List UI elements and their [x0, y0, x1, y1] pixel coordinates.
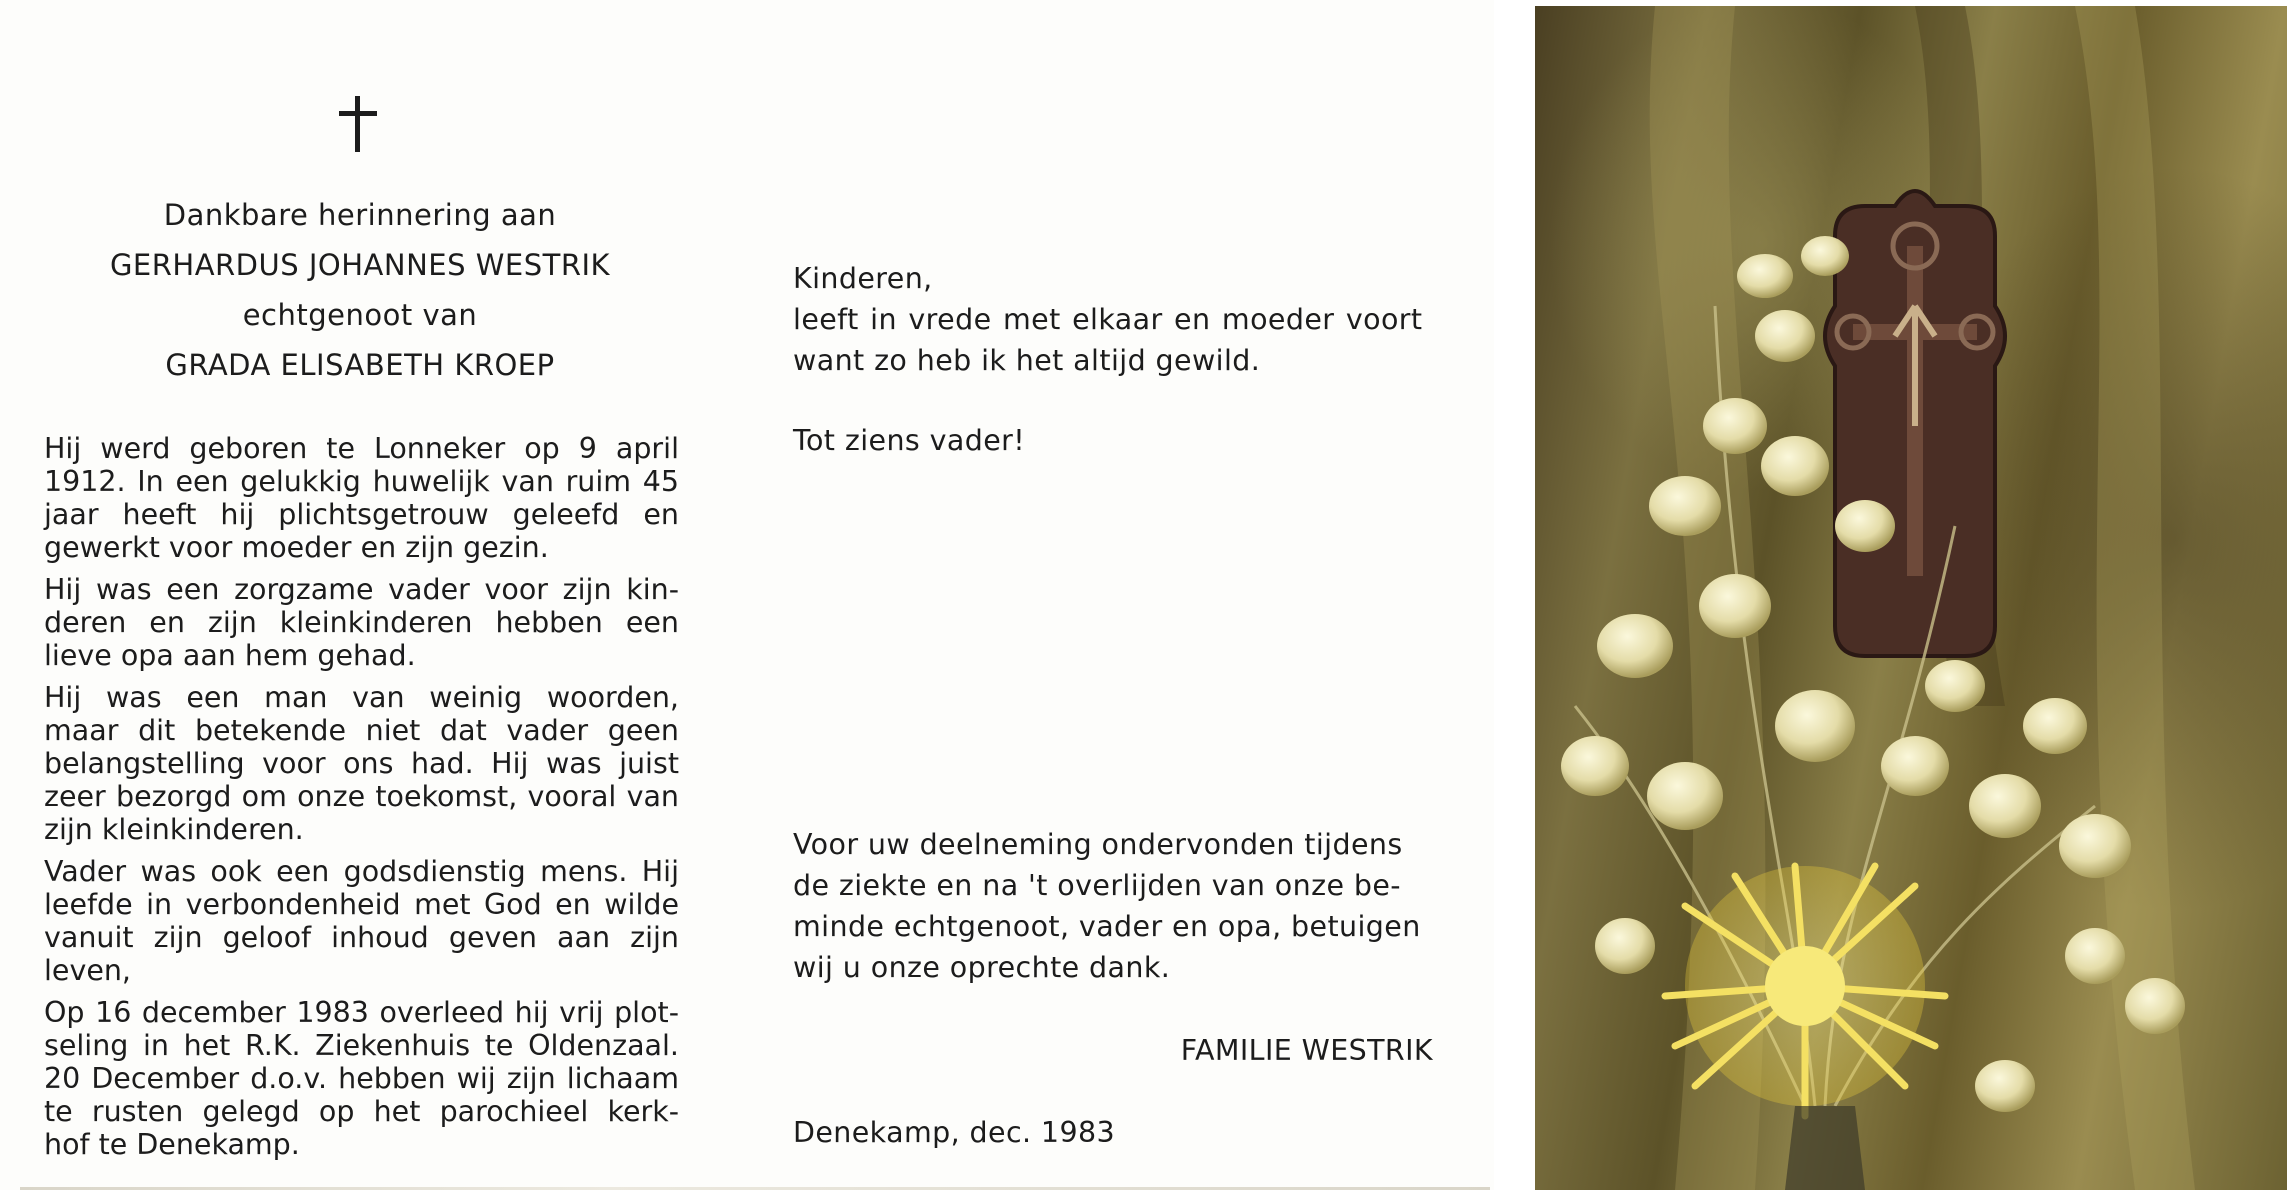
biography-paragraph [44, 432, 679, 564]
biography-line: leven, [44, 954, 131, 987]
biography [44, 432, 679, 1170]
thanks-paragraph [793, 824, 1433, 988]
thanks-line: Voor uw deelneming ondervonden tijdens [793, 828, 1403, 861]
biography-paragraph [44, 573, 679, 672]
biography-line: Hij was een man van weinig woorden, [44, 681, 679, 714]
biography-paragraph [44, 681, 679, 846]
thanks-line: de ziekte en na 't overlijden van onze be- [793, 869, 1401, 902]
biography-line: Vader was ook een godsdienstig mens. Hij [44, 855, 679, 888]
biography-line: Hij was een zorgzame vader voor zijn kin- [44, 573, 679, 606]
biography-line: Hij werd geboren te Lonneker op 9 april [44, 432, 679, 465]
spouse-label: echtgenoot van [242, 298, 478, 332]
biography-line: zeer bezorgd om onze toekomst, vooral van [44, 780, 679, 813]
biography-paragraph [44, 996, 679, 1161]
deceased-name: GERHARDUS JOHANNES WESTRIK [109, 248, 611, 282]
message-to-children [793, 258, 1433, 381]
heading-remembrance: Dankbare herinnering aan [163, 198, 557, 232]
biography-line: hof te Denekamp. [44, 1128, 300, 1161]
spouse-name: GRADA ELISABETH KROEP [165, 348, 555, 382]
cross-icon [333, 94, 383, 154]
biography-line: zijn kleinkinderen. [44, 813, 304, 846]
thanks-line: wij u onze oprechte dank. [793, 951, 1171, 984]
biography-line: Op 16 december 1983 overleed hij vrij plot- [44, 996, 679, 1029]
biography-line: te rusten gelegd op het parochieel kerk- [44, 1095, 679, 1128]
signature: FAMILIE WESTRIK [1180, 1034, 1433, 1067]
place-date: Denekamp, dec. 1983 [793, 1116, 1116, 1149]
crucifix-icon [1825, 191, 2005, 656]
crucifix-flowers-image [1535, 6, 2287, 1190]
biography-line: jaar heeft hij plichtsgetrouw geleefd en [44, 498, 679, 531]
biography-line: 1912. In een gelukkig huwelijk van ruim 45 [44, 465, 679, 498]
biography-line: belangstelling voor ons had. Hij was juist [44, 747, 679, 780]
farewell: Tot ziens vader! [793, 424, 1026, 457]
biography-line: 20 December d.o.v. hebben wij zijn lichaam [44, 1062, 679, 1095]
message-line: want zo heb ik het altijd gewild. [793, 344, 1261, 377]
biography-line: seling in het R.K. Ziekenhuis te Oldenzaal. [44, 1029, 679, 1062]
biography-line: deren en zijn kleinkinderen hebben een [44, 606, 679, 639]
biography-line: leefde in verbondenheid met God en wilde [44, 888, 679, 921]
biography-line: maar dit betekende niet dat vader geen [44, 714, 679, 747]
biography-line: lieve opa aan hem gehad. [44, 639, 416, 672]
card-fold-edge [20, 1187, 1490, 1190]
biography-paragraph [44, 855, 679, 987]
message-line: Kinderen, [793, 262, 933, 295]
thanks-line: minde echtgenoot, vader en opa, betuigen [793, 910, 1421, 943]
message-line: leeft in vrede met elkaar en moeder voort [793, 303, 1423, 336]
biography-line: vanuit zijn geloof inhoud geven aan zijn [44, 921, 679, 954]
devotional-photo [1535, 6, 2287, 1190]
biography-line: gewerkt voor moeder en zijn gezin. [44, 531, 549, 564]
